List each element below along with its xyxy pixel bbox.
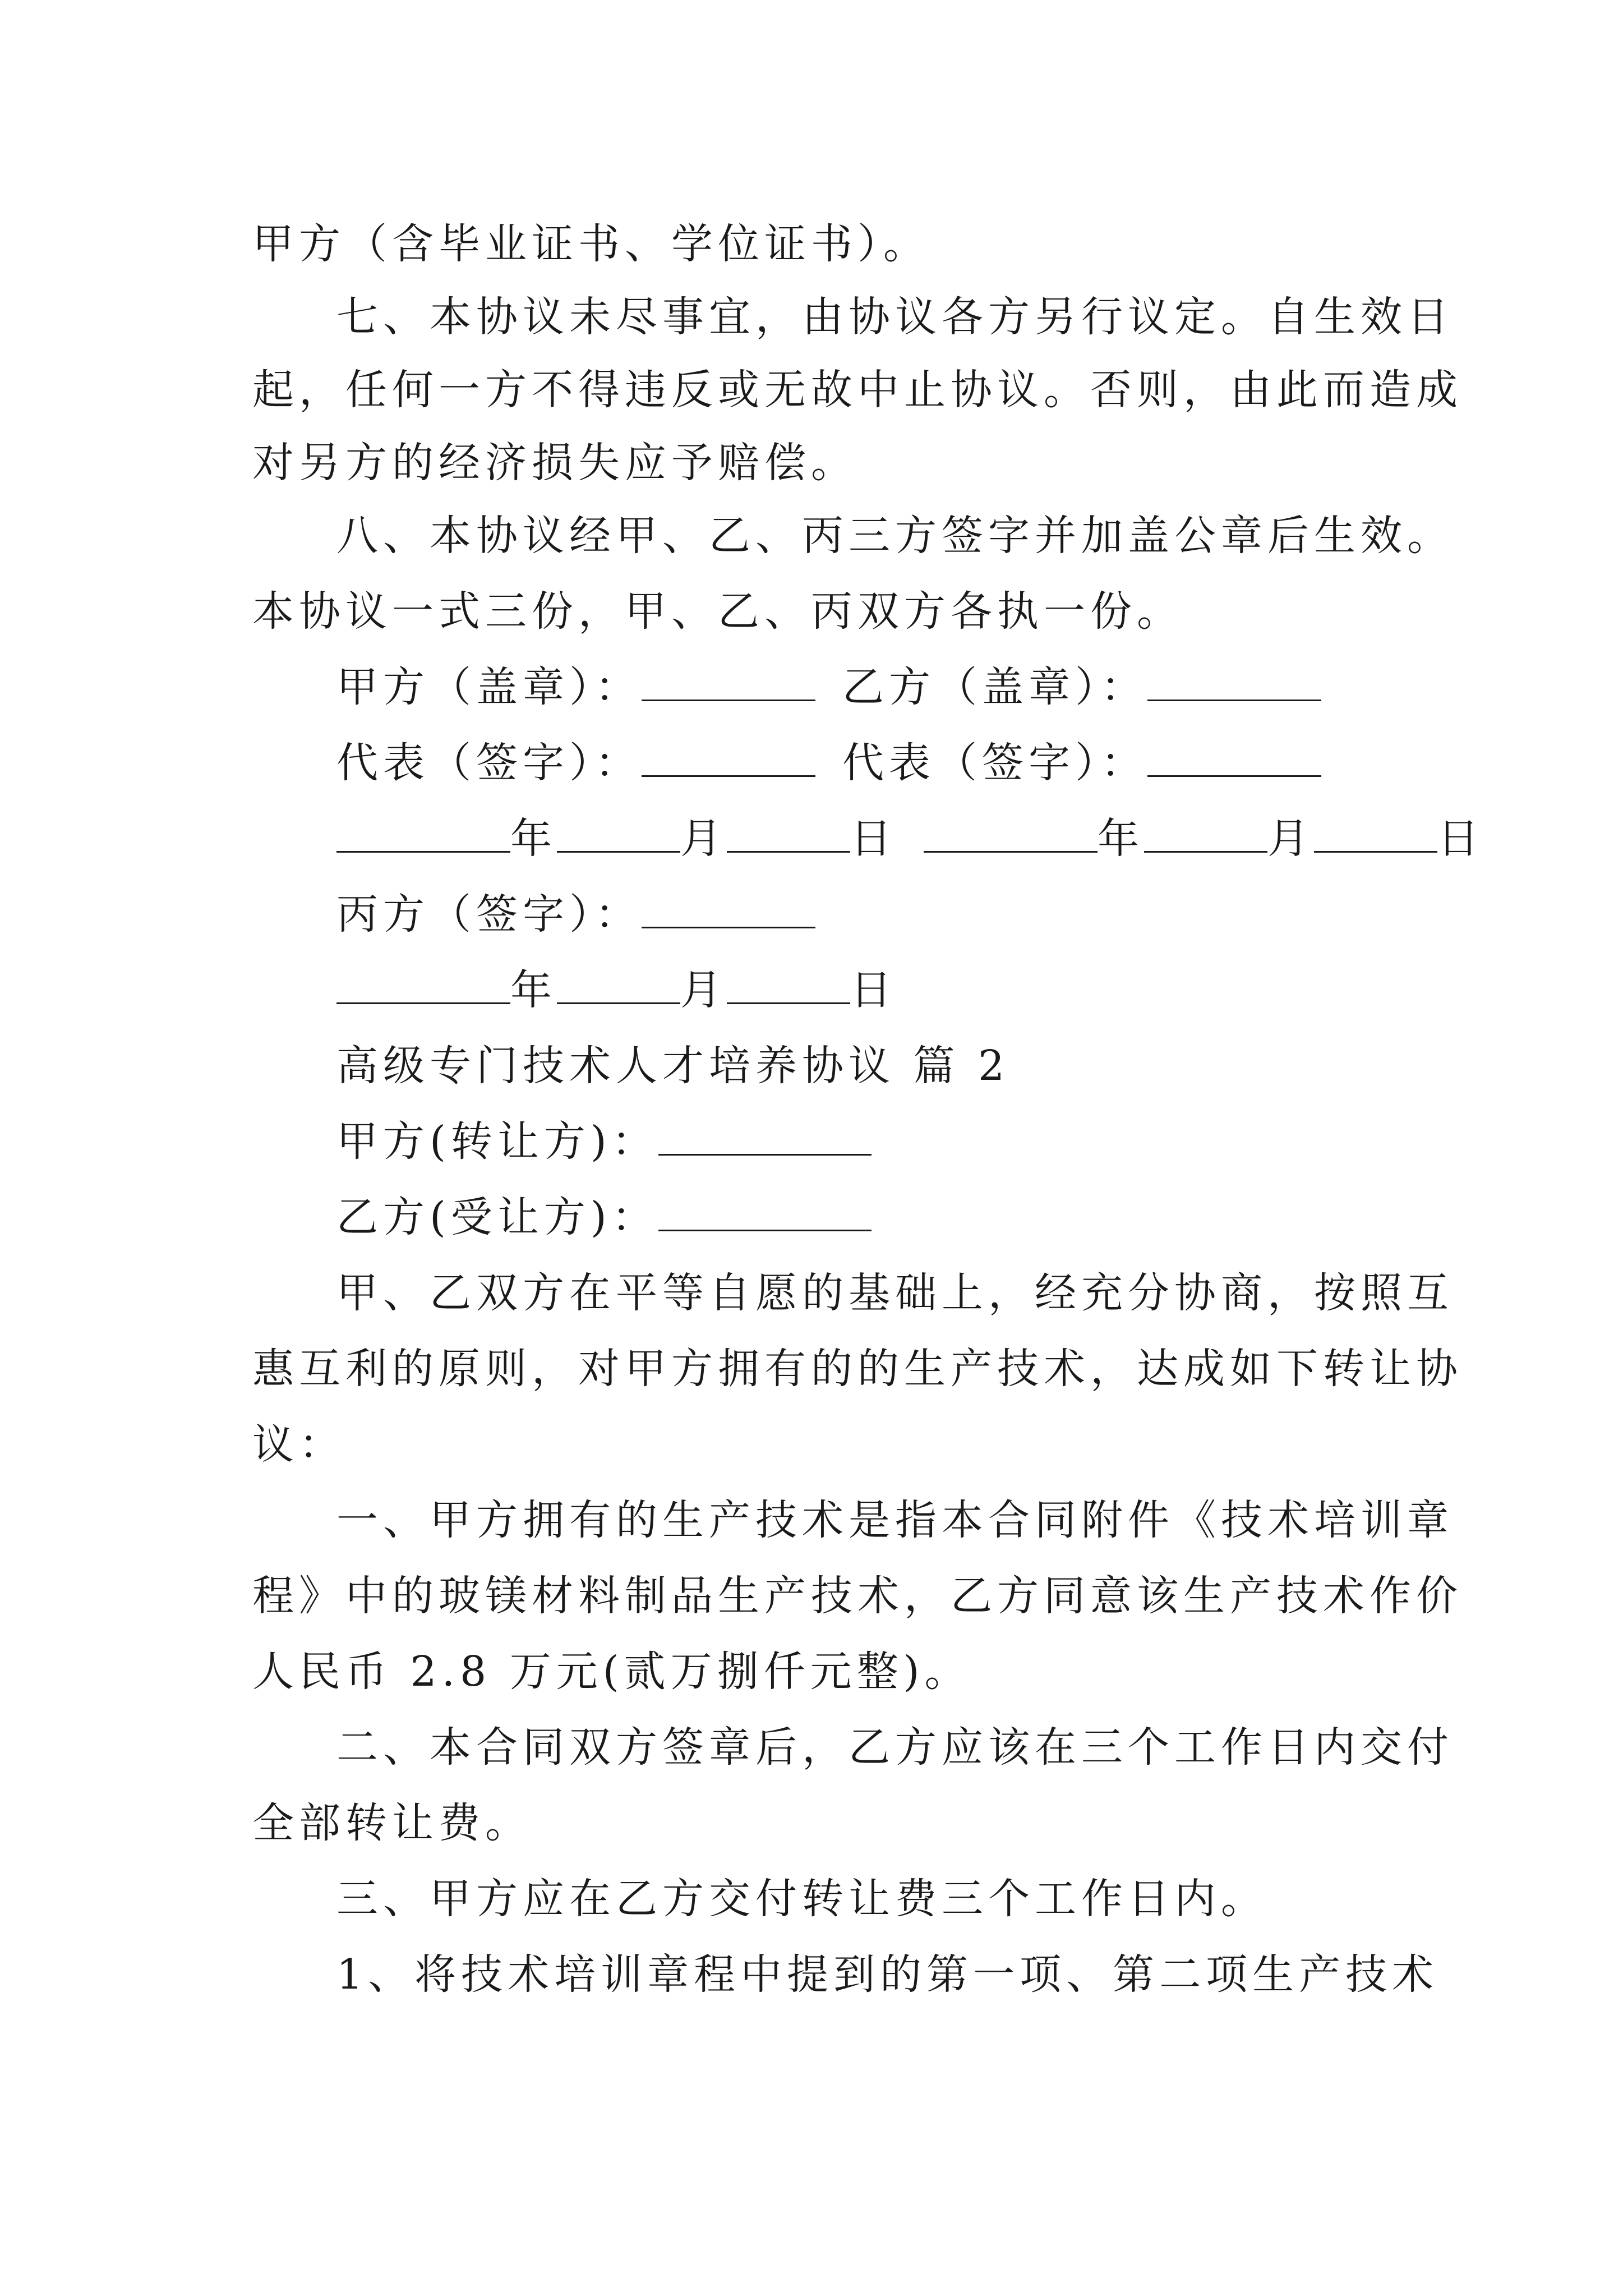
text-line: 三、甲方应在乙方交付转让费三个工作日内。 [336,1875,1267,1923]
month-label: 月 [680,966,727,1014]
transferee-blank [658,1190,872,1231]
text-line: 八、本协议经甲、乙、丙三方签字并加盖公章后生效。 [336,512,1454,560]
month-blank [557,963,680,1004]
day-label: 日 [1437,815,1484,863]
year-label: 年 [510,966,557,1014]
transferor-label: 甲方(转让方)： [336,1117,658,1166]
party-b-seal-label: 乙方（盖章）： [842,663,1147,711]
text-line: 起，任何一方不得违反或无故中止协议。否则，由此而造成 [252,366,1463,414]
transferor-blank [658,1115,872,1156]
text-line: 本协议一式三份，甲、乙、丙双方各执一份。 [252,587,1183,636]
text-line: 惠互利的原则，对甲方拥有的的生产技术，达成如下转让协 [252,1345,1463,1393]
year-blank [924,812,1098,853]
text-line: 议： [252,1420,345,1469]
transferee-label: 乙方(受让方)： [336,1193,658,1241]
month-label: 月 [680,815,727,863]
year-label: 年 [1098,815,1144,863]
text-line: 1、将技术培训章程中提到的第一项、第二项生产技术 [336,1950,1439,1999]
text-line: 甲、乙双方在平等自愿的基础上，经充分协商，按照互 [336,1269,1454,1317]
party-a-seal-label: 甲方（盖章）： [336,663,642,711]
day-blank [727,812,850,853]
year-blank [336,812,510,853]
day-label: 日 [850,815,897,863]
text-line: 程》中的玻镁材料制品生产技术，乙方同意该生产技术作价 [252,1572,1463,1620]
day-blank [727,963,850,1004]
month-label: 月 [1267,815,1314,863]
date-row-ab [336,811,1484,867]
text-line: 七、本协议未尽事宜，由协议各方另行议定。自生效日 [336,293,1454,341]
party-a-seal-blank [642,660,815,701]
year-label: 年 [510,815,557,863]
day-blank [1314,812,1437,853]
signature-row-c [336,886,815,942]
transferee-row [336,1189,872,1245]
month-blank [1144,812,1267,853]
year-blank [336,963,510,1004]
transferor-row [336,1114,872,1170]
rep-b-label: 代表（签字）： [842,739,1147,787]
party-c-sign-blank [642,887,815,928]
party-b-seal-blank [1147,660,1321,701]
day-label: 日 [850,966,897,1014]
party-c-sign-label: 丙方（签字）： [336,890,642,938]
date-row-c [336,962,897,1018]
section-heading: 高级专门技术人才培养协议 篇 2 [336,1042,1010,1090]
month-blank [557,812,680,853]
rep-a-blank [642,736,815,777]
signature-row-seal [336,659,1321,715]
text-line: 全部转让费。 [252,1799,532,1847]
text-line: 甲方（含毕业证书、学位证书）。 [252,220,930,268]
text-line: 人民币 2.8 万元(贰万捌仟元整)。 [252,1648,971,1696]
rep-b-blank [1147,736,1321,777]
text-line: 对另方的经济损失应予赔偿。 [252,439,857,487]
signature-row-rep [336,735,1321,791]
text-line: 二、本合同双方签章后，乙方应该在三个工作日内交付 [336,1723,1454,1772]
text-line: 一、甲方拥有的生产技术是指本合同附件《技术培训章 [336,1496,1454,1544]
rep-a-label: 代表（签字）： [336,739,642,787]
